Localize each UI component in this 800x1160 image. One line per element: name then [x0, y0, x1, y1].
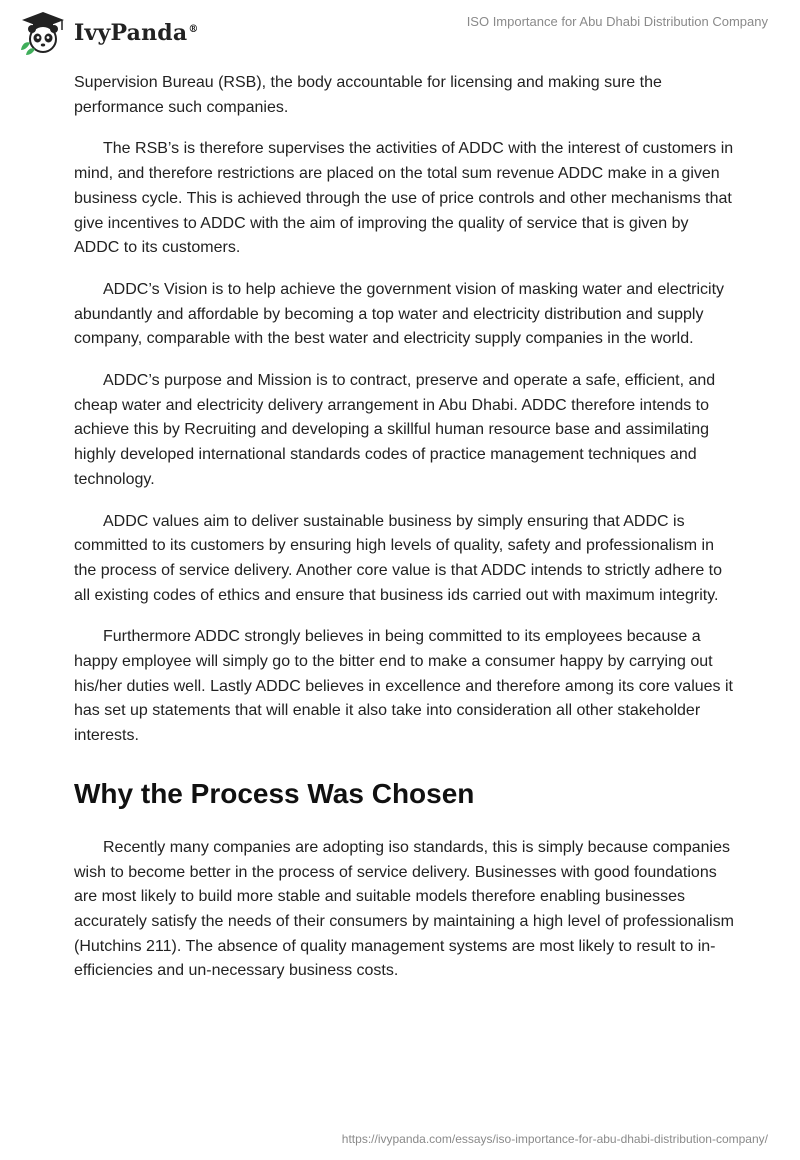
source-url[interactable]: https://ivypanda.com/essays/iso-importance-for-abu-dhabi-distribution-company/ [341, 1132, 768, 1146]
paragraph: Recently many companies are adopting iso standards, this is simply because companies wish to become better in the process of service delivery. Businesses with good foundations are most likely to build more stable and suitable models therefore enabling businesses accurately satisfy the needs of their consumers by maintaining a high level of professionalism (Hutchins 211). The absence of quality management systems are most likely to result to in-efficiencies and un-necessary business costs. [74, 838, 734, 980]
panda-graduation-cap-icon [18, 10, 68, 56]
paragraph: ADDC’s purpose and Mission is to contract, preserve and operate a safe, efficient, and cheap water and electricity delivery arrangement in Abu Dhabi. ADDC therefore intends to achieve this by Recruiting and developing a skillful human resource base and assimilating highly developed international standards codes of practice management techniques and technology. [74, 372, 716, 488]
document-title: ISO Importance for Abu Dhabi Distribution Company [466, 14, 768, 29]
paragraph: ADDC values aim to deliver sustainable business by simply ensuring that ADDC is committed to its customers by ensuring high levels of quality, safety and professionalism in the process of service delivery. Another core value is that ADDC intends to strictly adhere to all existing codes of ethics and ensure that business ids carried out with maximum integrity. [74, 512, 723, 604]
section-heading: Why the Process Was Chosen [74, 777, 475, 809]
paragraph: Supervision Bureau (RSB), the body accountable for licensing and making sure the performance such companies. [74, 74, 662, 116]
paragraph: The RSB’s is therefore supervises the activities of ADDC with the interest of customers in mind, and therefore restrictions are placed on the total sum revenue ADDC make in a given business cycle. This is achieved through the use of price controls and other mechanisms that give incentives to ADDC with the aim of improving the quality of service that is given by ADDC to its customers. [74, 140, 734, 257]
page-header [0, 0, 800, 68]
brand-name: IvyPanda® [74, 20, 199, 46]
ivypanda-logo[interactable] [18, 10, 199, 56]
essay-content [74, 71, 734, 1001]
paragraph: ADDC’s Vision is to help achieve the government vision of masking water and electricity abundantly and affordable by becoming a top water and electricity distribution and supply company, comparable with the best water and electricity supply companies in the world. [74, 280, 725, 348]
paragraph: Furthermore ADDC strongly believes in being committed to its employees because a happy employee will simply go to the bitter end to make a consumer happy by carrying out his/her duties well. Lastly ADDC believes in excellence and therefore among its core values it has set up statements that will enable it also take into consideration all other stakeholder interests. [74, 628, 733, 745]
